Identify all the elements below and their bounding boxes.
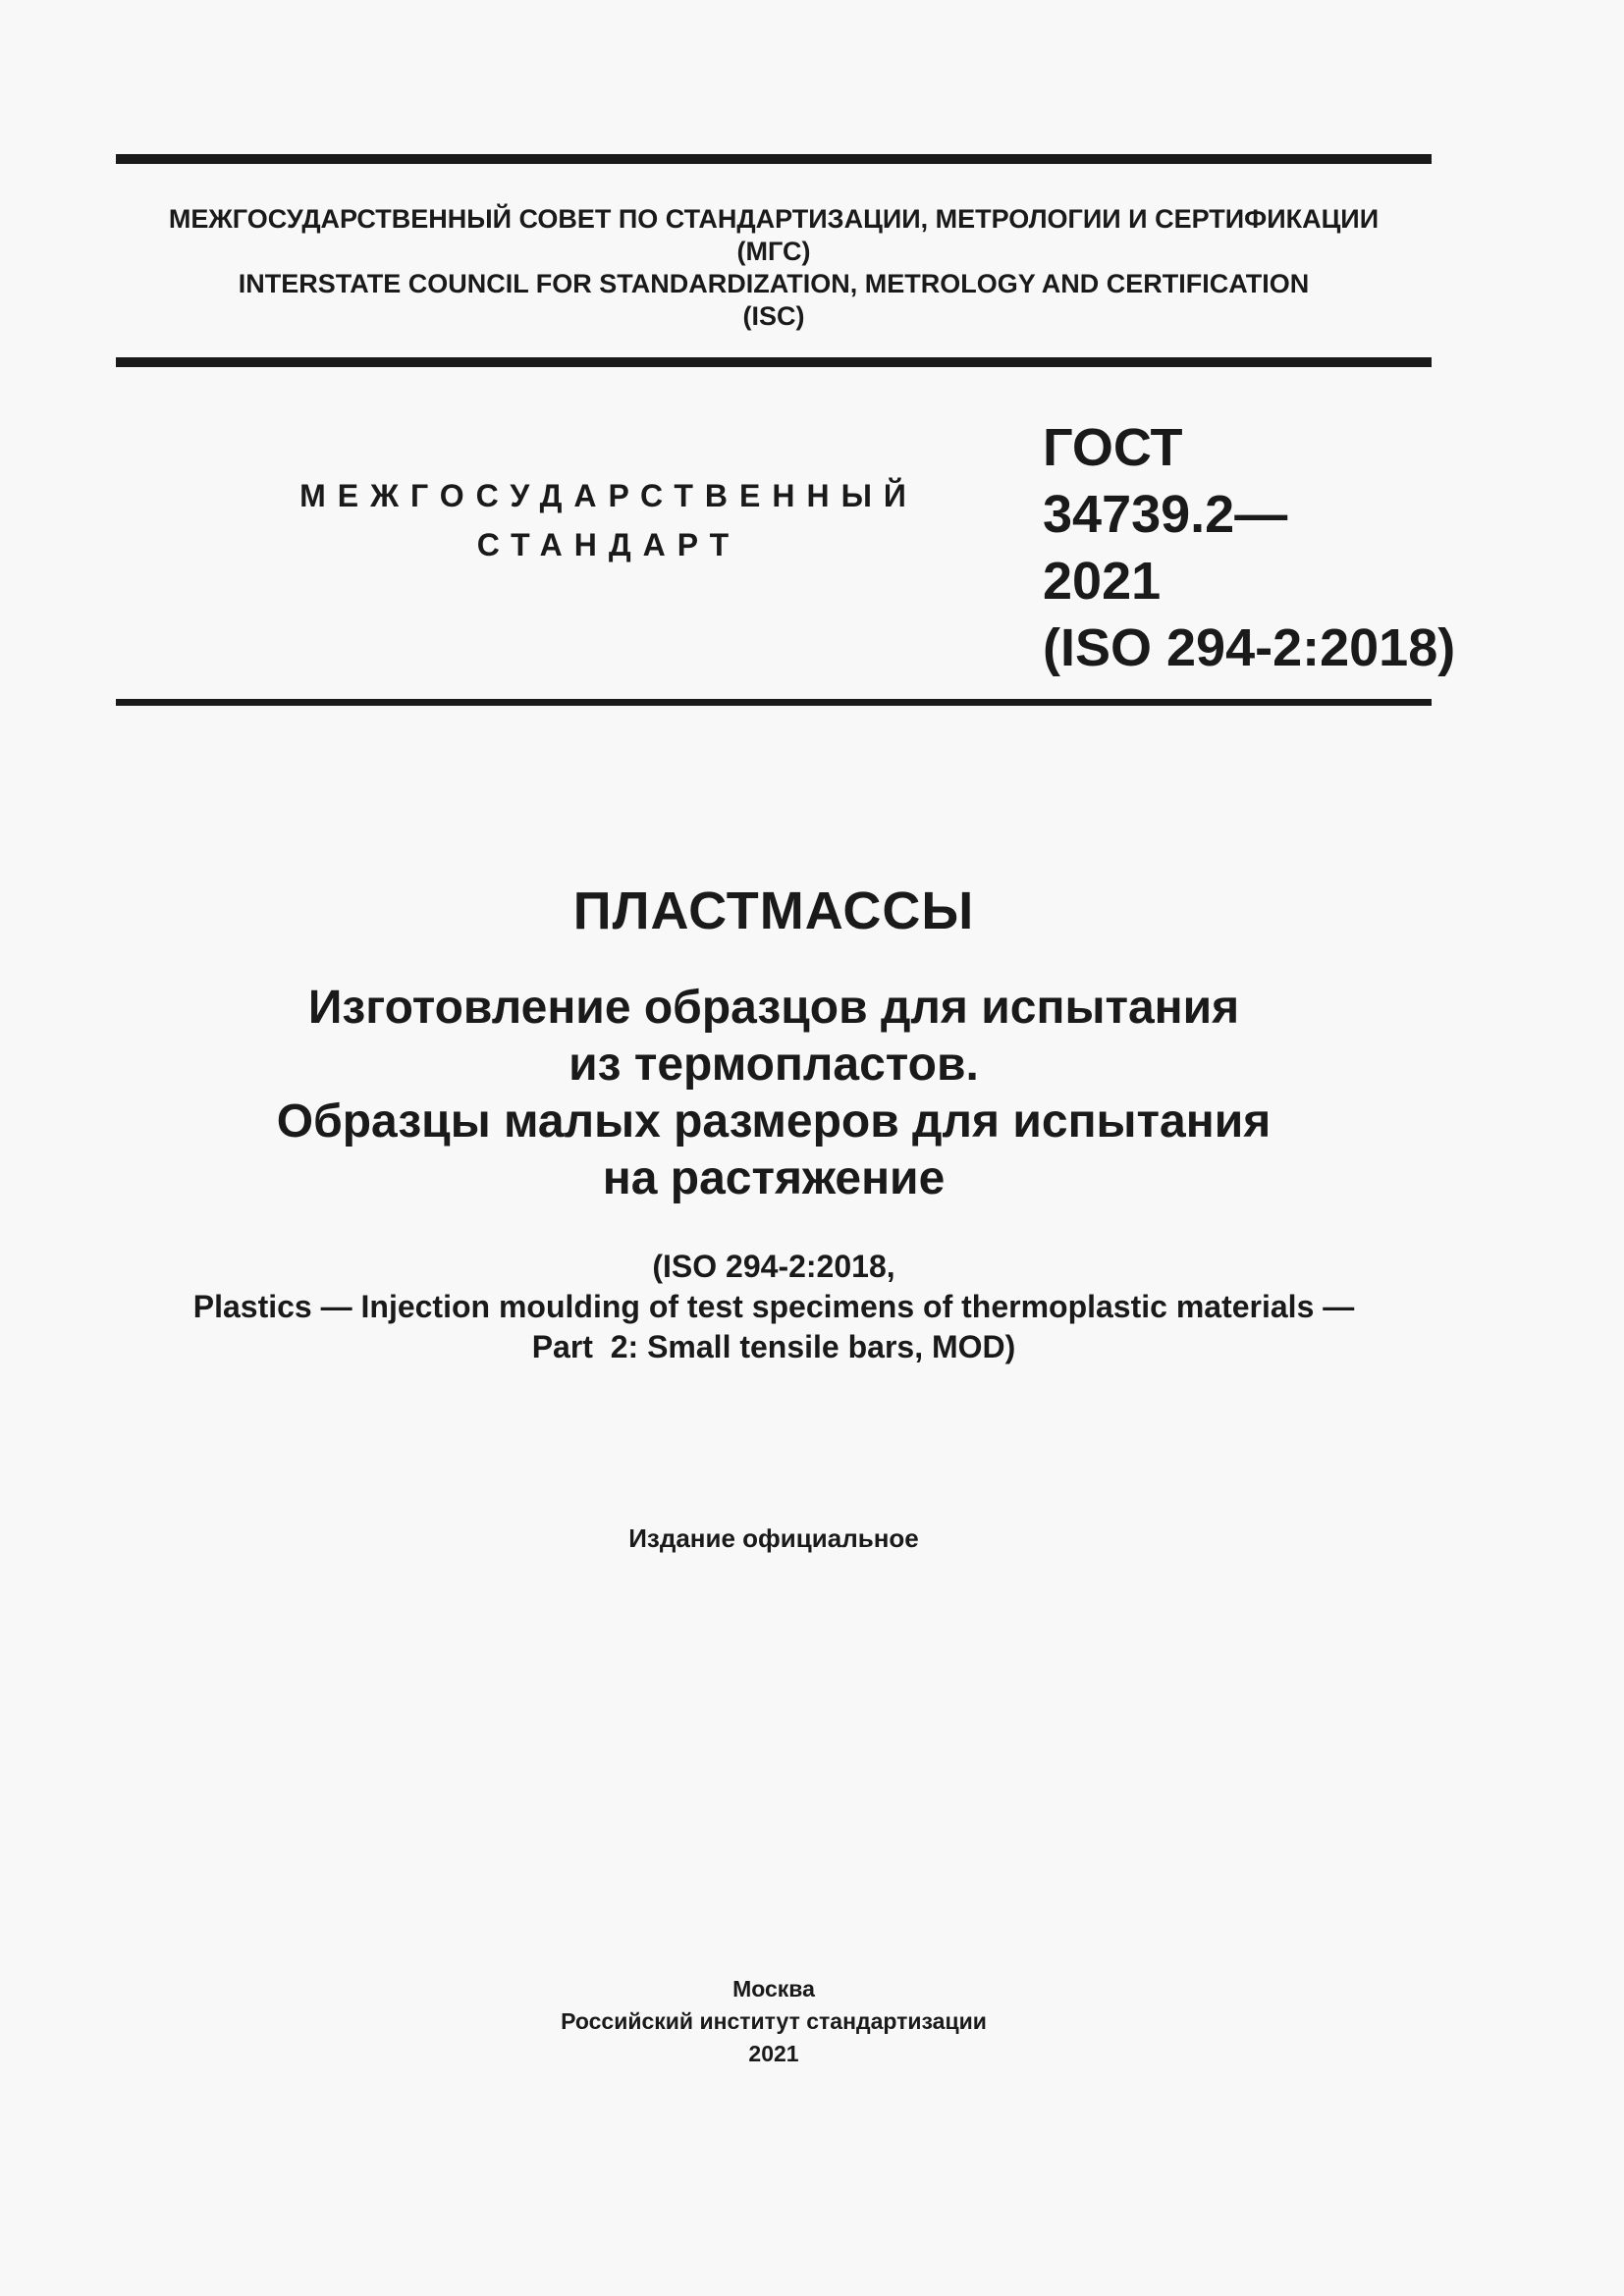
council-abbr-en: (ISC) [742,301,805,331]
header-divider [116,357,1432,367]
standard-type-label [265,471,952,569]
edition-note: Издание официальное [628,1523,919,1553]
council-header [116,203,1432,333]
standard-label-line-2: СТАНДАРТ [476,527,741,562]
iso-reference-line-3: Part 2: Small tensile bars, MOD) [531,1329,1016,1364]
publisher-city: Москва [732,1976,815,2002]
council-name-en: INTERSTATE COUNCIL FOR STANDARDIZATION, METROLOGY AND CERTIFICATION [238,269,1310,298]
top-rule [116,154,1432,164]
gost-number [1043,414,1455,681]
publisher-year: 2021 [748,2041,799,2066]
iso-reference-line-1: (ISO 294-2:2018, [652,1249,895,1284]
subtitle-line-2: из термопластов. [568,1039,979,1091]
subtitle-line-3: Образцы малых размеров для испытания [276,1095,1272,1148]
publisher-name: Российский институт стандартизации [561,2008,987,2034]
designation-divider [116,699,1432,706]
main-title: ПЛАСТМАССЫ [572,881,975,940]
subtitle [116,980,1432,1207]
subtitle-line-1: Изготовление образцов для испытания [307,982,1240,1034]
iso-reference-line-2: Plastics — Injection moulding of test specimens of thermoplastic materials — [192,1289,1355,1324]
council-abbr-ru: (МГС) [736,237,811,266]
council-name-ru: МЕЖГОСУДАРСТВЕННЫЙ СОВЕТ ПО СТАНДАРТИЗАЦИИ, МЕТРОЛОГИИ И СЕРТИФИКАЦИИ [168,204,1380,234]
gost-number-line-1: ГОСТ [1043,418,1183,477]
standard-label-line-1: МЕЖГОСУДАРСТВЕННЫЙ [299,478,918,513]
subtitle-line-4: на растяжение [602,1152,946,1204]
publisher-block [116,1973,1432,2070]
gost-number-line-2: 34739.2— [1043,485,1288,544]
gost-number-line-4: (ISO 294-2:2018) [1043,618,1456,677]
iso-reference [116,1247,1432,1367]
gost-number-line-3: 2021 [1043,552,1162,611]
